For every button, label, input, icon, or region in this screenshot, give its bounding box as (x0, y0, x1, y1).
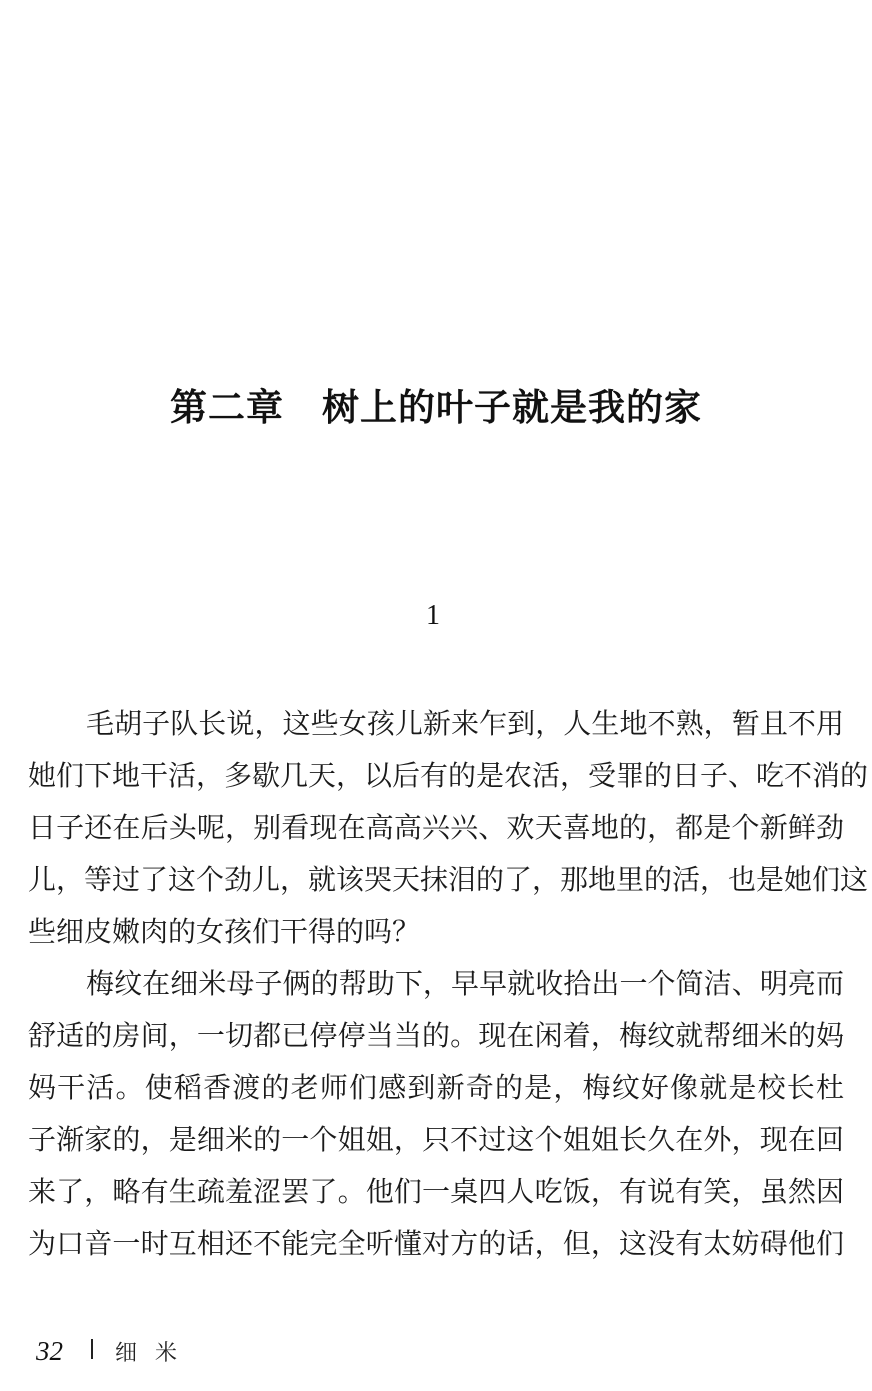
text-line: 舒适的房间，一切都已停停当当的。现在闲着，梅纹就帮细米的妈 (28, 1019, 844, 1052)
paragraph (28, 698, 869, 958)
paragraph (28, 958, 844, 1270)
text-line: 妈干活。使稻香渡的老师们感到新奇的是，梅纹好像就是校长杜 (28, 1071, 844, 1104)
page-footer (36, 1333, 195, 1369)
text-line: 儿，等过了这个劲儿，就该哭天抹泪的了，那地里的活，也是她们这 (28, 863, 869, 896)
text-line: 为口音一时互相还不能完全听懂对方的话，但，这没有太妨碍他们 (28, 1227, 844, 1260)
page-number: 32 (36, 1335, 63, 1366)
text-line: 子渐家的，是细米的一个姐姐，只不过这个姐姐长久在外，现在回 (28, 1123, 844, 1156)
text-line: 毛胡子队长说，这些女孩儿新来乍到，人生地不熟，暂且不用 (86, 707, 844, 740)
running-book-title: 细米 (115, 1340, 196, 1366)
footer-divider (91, 1339, 93, 1359)
text-line: 她们下地干活，多歇几天，以后有的是农活，受罪的日子、吃不消的 (28, 759, 869, 792)
body-text (28, 698, 869, 1270)
section-number: 1 (426, 600, 440, 631)
text-line: 来了，略有生疏羞涩罢了。他们一桌四人吃饭，有说有笑，虽然因 (28, 1175, 844, 1208)
text-line: 些细皮嫩肉的女孩们干得的吗？ (28, 915, 421, 948)
text-line: 梅纹在细米母子俩的帮助下，早早就收拾出一个简洁、明亮而 (86, 967, 844, 1000)
chapter-title: 第二章 树上的叶子就是我的家 (170, 386, 702, 429)
text-line: 日子还在后头呢，别看现在高高兴兴、欢天喜地的，都是个新鲜劲 (28, 811, 844, 844)
